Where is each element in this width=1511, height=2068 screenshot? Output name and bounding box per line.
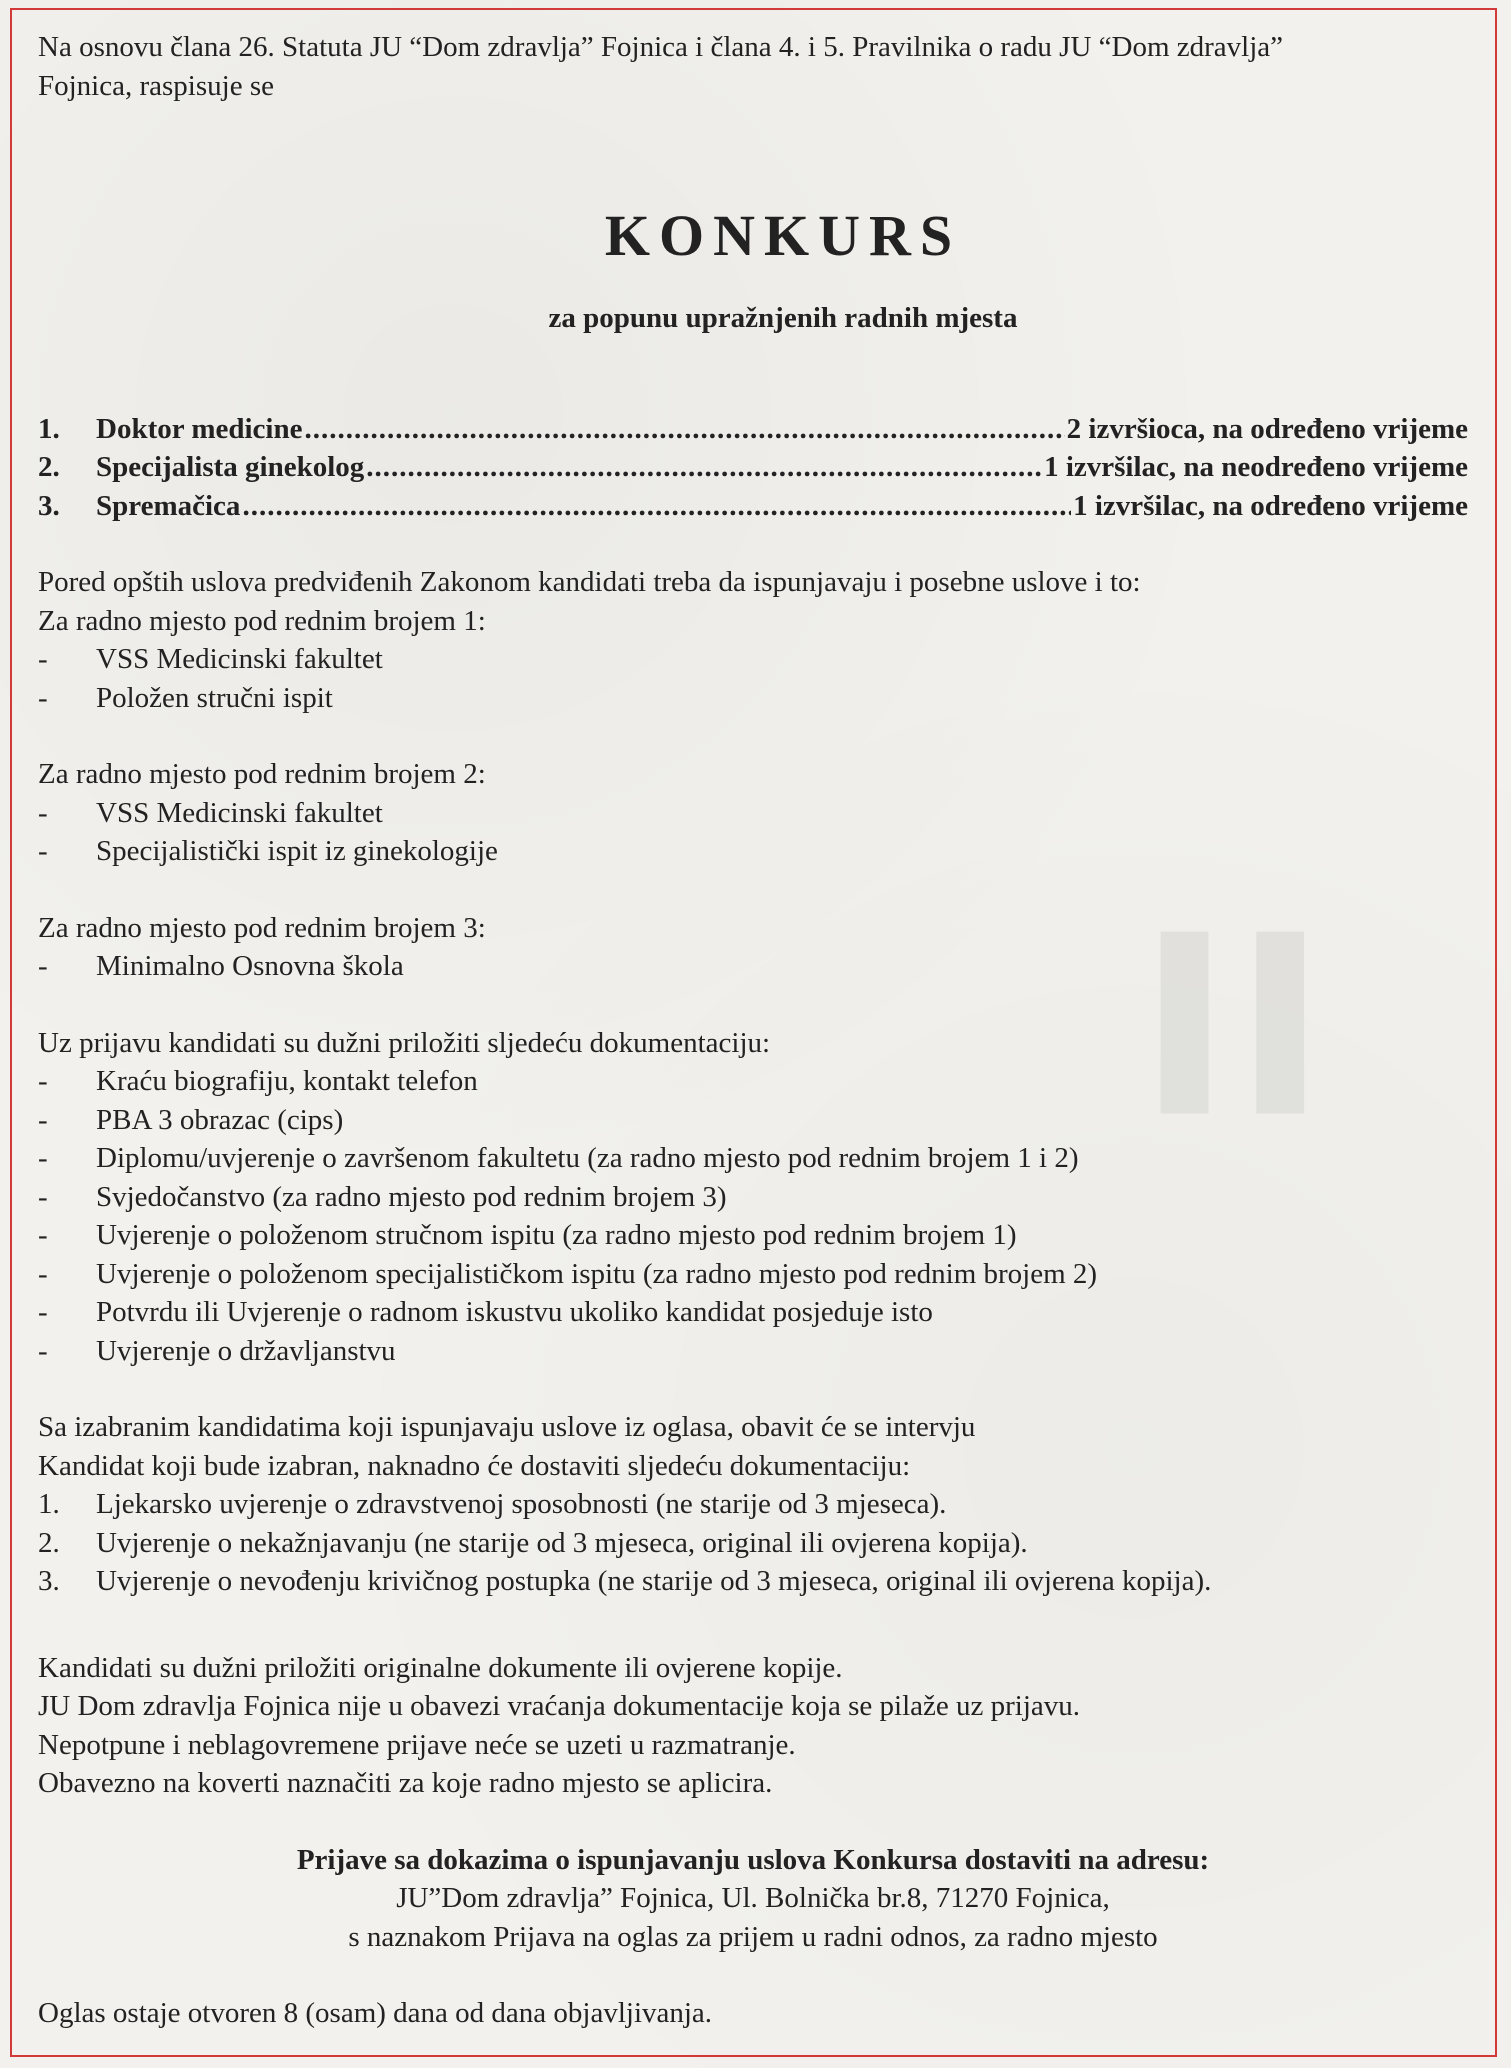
position-row (38, 410, 1468, 449)
bullet: - (38, 950, 48, 982)
dot-leader (366, 448, 1042, 487)
position-number: 3. (38, 489, 60, 522)
document-item: - Uvjerenje o državljanstvu (38, 1332, 1468, 1371)
document-item: - Uvjerenje o položenom stručnom ispitu (za radno mjesto pod rednim brojem 1) (38, 1216, 1468, 1255)
bullet: - (38, 681, 48, 714)
bleed-through-text-decoration: ▌▌ (1160, 932, 1352, 1100)
intro-line-2: Fojnica, raspisuje se (38, 69, 274, 102)
address-note: s naznakom Prijava na oglas za prijem u radni odnos, za radno mjesto (348, 1920, 1158, 1953)
requirement-item: - Specijalistički ispit iz ginekologije (38, 832, 1468, 871)
bullet: - (38, 1103, 48, 1136)
bullet: - (38, 1257, 48, 1290)
selected-doc-item: 2. Uvjerenje o nekažnjavanju (ne starije od 3 mjeseca, original ili ovjerena kopija). (38, 1526, 1028, 1559)
position-row (38, 487, 1468, 526)
requirement-item: - VSS Medicinski fakultet (38, 640, 1468, 679)
address-line: JU”Dom zdravlja” Fojnica, Ul. Bolnička br.8, 71270 Fojnica, (396, 1882, 1110, 1914)
announcement-subtitle: za popunu upražnjenih radnih mjesta (548, 302, 1018, 334)
position-name: Specijalista ginekolog (96, 451, 365, 483)
bullet: - (38, 796, 48, 829)
document-item: - PBA 3 obrazac (cips) (38, 1101, 1468, 1140)
intro-line-1: Na osnovu člana 26. Statuta JU “Dom zdravlja” Fojnica i člana 4. i 5. Pravilnika o radu JU “Dom zdravlja” (38, 31, 1284, 63)
dot-leader (242, 487, 1071, 526)
position-number: 1. (38, 412, 60, 445)
note-line: Obavezno na koverti naznačiti za koje radno mjesto se aplicira. (38, 1767, 773, 1799)
bullet: - (38, 1142, 48, 1174)
document-item: - Uvjerenje o položenom specijalističkom ispitu (za radno mjesto pod rednim brojem 2) (38, 1255, 1468, 1294)
document-item: - Kraću biografiju, kontakt telefon (38, 1062, 1468, 1101)
note-line: Nepotpune i neblagovremene prijave neće se uzeti u razmatranje. (38, 1728, 796, 1761)
selected-intro: Kandidat koji bude izabran, naknadno će dostaviti sljedeću dokumentaciju: (38, 1449, 911, 1482)
requirement-item: - Minimalno Osnovna škola (38, 947, 1468, 986)
position-description: 2 izvršioca, na određeno vrijeme (1066, 412, 1468, 445)
document-item: - Svjedočanstvo (za radno mjesto pod rednim brojem 3) (38, 1178, 1468, 1217)
position-name: Doktor medicine (96, 412, 303, 445)
job-announcement (38, 28, 1468, 2033)
position-description: 1 izvršilac, na određeno vrijeme (1073, 489, 1468, 522)
closing-text: Oglas ostaje otvoren 8 (osam) dana od dana objavljivanja. (38, 1997, 713, 2029)
bullet: - (38, 643, 48, 675)
note-line: JU Dom zdravlja Fojnica nije u obavezi vraćanja dokumentacije koja se pilaže uz prijavu. (38, 1690, 1081, 1722)
announcement-title: KONKURS (604, 203, 962, 268)
requirement-item: - Položen stručni ispit (38, 679, 1468, 718)
selected-doc-item: 1. Ljekarsko uvjerenje o zdravstvenoj sposobnosti (ne starije od 3 mjeseca). (38, 1488, 947, 1520)
selected-doc-item: 3. Uvjerenje o nevođenju krivičnog postupka (ne starije od 3 mjeseca, original ili ovjerena kopija). (38, 1565, 1212, 1597)
bullet: - (38, 835, 48, 867)
note-line: Kandidati su dužni priložiti originalne dokumente ili ovjerene kopije. (38, 1651, 843, 1684)
dot-leader (304, 410, 1064, 449)
position-row (38, 448, 1468, 487)
positions-list (38, 410, 1468, 526)
position-number: 2. (38, 451, 60, 483)
requirement-heading: Za radno mjesto pod rednim brojem 2: (38, 758, 486, 790)
documents-intro: Uz prijavu kandidati su dužni priložiti sljedeću dokumentaciju: (38, 1026, 771, 1059)
bullet: - (38, 1219, 48, 1251)
bullet: - (38, 1296, 48, 1328)
conditions-intro: Pored opštih uslova predviđenih Zakonom kandidati treba da ispunjavaju i posebne uslove i to: (38, 566, 1141, 598)
address-heading: Prijave sa dokazima o ispunjavanju uslova Konkursa dostaviti na adresu: (296, 1843, 1210, 1876)
bullet: - (38, 1065, 48, 1097)
interview-text: Sa izabranim kandidatima koji ispunjavaju uslove iz oglasa, obavit će se intervju (38, 1411, 976, 1443)
bullet: - (38, 1334, 48, 1367)
requirement-heading: Za radno mjesto pod rednim brojem 3: (38, 911, 486, 944)
bullet: - (38, 1180, 48, 1213)
position-description: 1 izvršilac, na neodređeno vrijeme (1044, 451, 1468, 483)
position-name: Spremačica (96, 489, 241, 522)
requirement-item: - VSS Medicinski fakultet (38, 794, 1468, 833)
document-item: - Potvrdu ili Uvjerenje o radnom iskustvu ukoliko kandidat posjeduje isto (38, 1293, 1468, 1332)
document-item: - Diplomu/uvjerenje o završenom fakultetu (za radno mjesto pod rednim brojem 1 i 2) (38, 1139, 1468, 1178)
requirement-heading: Za radno mjesto pod rednim brojem 1: (38, 604, 486, 637)
